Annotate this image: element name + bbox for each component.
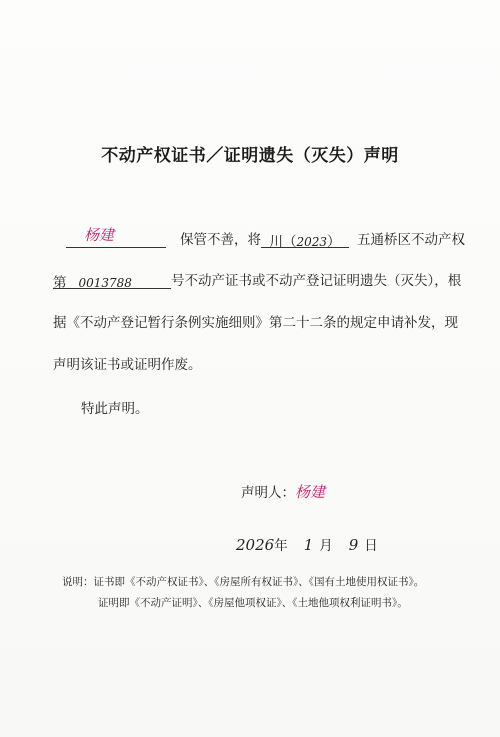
line2-text: 号不动产证书或不动产登记证明遗失（灭失），根 [171,273,462,289]
line1-text-2: 五通桥区不动产权 [357,232,465,248]
declarant-label: 声明人： [241,485,295,501]
declarant-row [241,481,325,502]
cert-region-blank [261,230,349,248]
note-line-1: 说明：证书即《不动产权证书》、《房屋所有权证书》、《国有土地使用权证书》。 [62,576,425,588]
note-line-2: 证明即《不动产证明》、《房屋他项权证》、《土地他项权利证明书》。 [98,597,408,609]
owner-handwritten-name: 杨建 [84,226,115,244]
date-row [236,534,378,554]
cert-year-handwritten: 2023 [296,235,328,249]
date-day-handwritten: 9 [348,536,359,554]
cert-number-di: 第 [53,275,67,291]
cert-number-blank [53,271,171,289]
owner-name-blank [66,226,166,248]
cert-number-handwritten: 0013788 [78,276,132,290]
cert-region-close: ） [327,234,341,250]
cert-region-prefix: 川（ [269,234,297,250]
paragraph-line-2 [53,269,461,289]
paragraph-line-1 [66,228,465,248]
date-year-handwritten: 2026 [236,536,275,554]
declarant-signature: 杨建 [295,483,326,501]
date-day-label: 日 [364,538,378,554]
date-month-handwritten: 1 [303,536,314,554]
paragraph-line-4: 声明该证书或证明作废。 [53,357,202,373]
date-month-label: 月 [319,538,333,554]
document-title: 不动产权证书／证明遗失（灭失）声明 [101,146,399,166]
date-year-label: 年 [274,538,288,554]
special-statement: 特此声明。 [81,401,149,417]
paragraph-line-3: 据《不动产登记暂行条例实施细则》第二十二条的规定申请补发，现 [53,315,458,331]
line1-text-1: 保管不善，将 [180,232,261,248]
